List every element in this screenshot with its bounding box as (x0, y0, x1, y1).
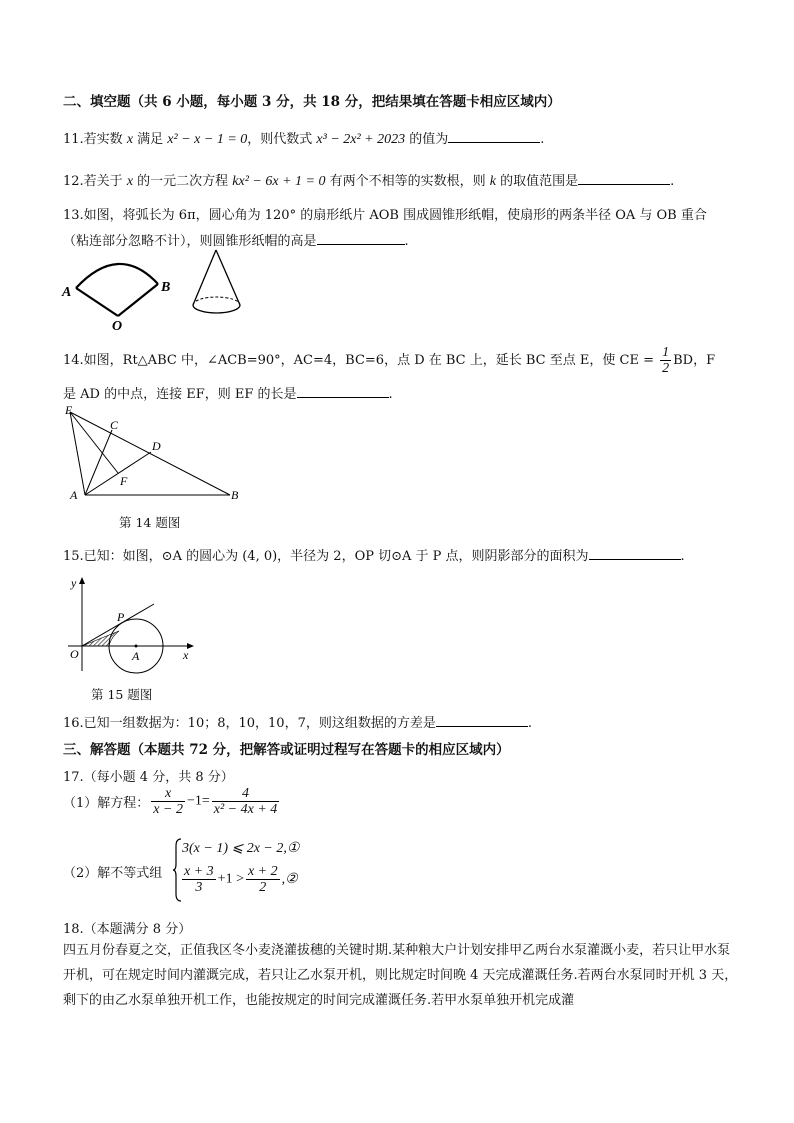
q11-end: . (540, 132, 545, 147)
label-a: A (70, 488, 78, 502)
q14-answer-blank (297, 385, 389, 398)
label-e: E (65, 403, 73, 417)
q14-fraction (660, 345, 671, 376)
q17-p1-rhs-fraction (212, 786, 280, 817)
label-f: F (120, 474, 128, 488)
q17-p2-frac1-numerator: x + 3 (184, 864, 214, 879)
q14-figure (60, 402, 250, 504)
q17-p1-mid: −1= (186, 793, 210, 809)
q17-p1-label: （1）解方程： (63, 796, 150, 811)
cone-base-front (193, 305, 240, 313)
sector-arc (76, 264, 158, 288)
q16-text: 16.已知一组数据为：10；8，10，10，7，则这组数据的方差是 (63, 716, 436, 731)
q17-p2-frac2-denominator: 2 (259, 880, 267, 895)
q12-suffix: 的取值范围是 (495, 174, 579, 189)
q12-prefix: 12.若关于 (63, 174, 127, 189)
q12-mid: 的一元二次方程 (133, 174, 233, 189)
q13-end: . (404, 234, 409, 249)
q17-p2-frac2-numerator: x + 2 (247, 864, 278, 879)
label-a: A (62, 285, 72, 300)
label-d: D (152, 439, 161, 453)
q17-p1-lhs-denominator: x − 2 (153, 802, 183, 817)
q12-end: . (670, 174, 675, 189)
q17-part-1 (63, 786, 281, 817)
q11-mid: 满足 (133, 132, 168, 147)
section-3-heading: 三、解答题（本题共 72 分，把解答或证明过程写在答题卡的相应区域内） (63, 742, 510, 758)
q11-suffix: 的值为 (405, 132, 449, 147)
question-16 (63, 712, 532, 731)
question-12 (63, 170, 674, 190)
q17-title: 17.（每小题 4 分，共 8 分） (63, 770, 234, 785)
segment-ad (85, 452, 151, 495)
q11-answer-blank (448, 130, 540, 143)
q17-p2-inequality-1: 3(x − 1) ⩽ 2x − 2,① (182, 841, 300, 856)
q14-end: . (388, 387, 393, 402)
question-11 (63, 128, 544, 148)
label-c: C (110, 418, 119, 432)
q18-body: 四五月份春夏之交，正值我区冬小麦浇灌拔穗的关键时期.某种粮大户计划安排甲乙两台水泵灌溉小麦，若只让甲水泵开机，可在规定时间内灌溉完成，若只让乙水泵开机，则比规定时间晚 4 天完成灌溉任务.若两台水泵同时开机 3 天，剩下的由乙水泵单独开机工作，也能按规定的时间完成灌溉任务.若甲水泵单独开机完成灌 (63, 943, 738, 1008)
label-b: B (161, 280, 171, 295)
q16-end: . (527, 716, 532, 731)
q17-p1-lhs-fraction (151, 786, 185, 817)
q12-answer-blank (578, 172, 670, 185)
q14-fraction-denominator: 2 (662, 361, 670, 376)
y-axis-arrow (79, 577, 85, 584)
q15-figure (62, 575, 202, 675)
q11-expression: x³ − 2x² + 2023 (316, 132, 406, 147)
q12-mid2: 有两个不相等的实数根，则 (325, 174, 490, 189)
q15-figure-caption: 第 15 题图 (91, 687, 153, 702)
label-b: B (231, 488, 239, 502)
q15-text: 15.已知：如图，⊙A 的圆心为 (4, 0)，半径为 2，OP 切⊙A 于 P 点，则阴影部分的面积为 (63, 549, 589, 564)
q15-answer-blank (589, 547, 681, 560)
question-14-line-2 (63, 383, 393, 402)
segment-eb (70, 412, 230, 495)
label-o: O (112, 319, 123, 334)
q17-p1-lhs-numerator: x (151, 786, 185, 802)
q17-p2-label: （2）解不等式组 (63, 866, 163, 881)
q17-p2-mid: +1 > (217, 871, 244, 887)
q12-var: x (126, 174, 134, 189)
q11-var: x (126, 132, 134, 147)
q17-p2-fraction-2 (246, 864, 280, 895)
segment-ea (70, 412, 85, 495)
question-15 (63, 545, 685, 564)
q11-condition: x² − x − 1 = 0 (167, 132, 248, 147)
label-o: O (70, 647, 79, 661)
q14-line-1a: 14.如图，Rt△ABC 中，∠ACB=90°，AC=4，BC=6，点 D 在 BC 上，延长 BC 至点 E，使 CE = (63, 353, 659, 368)
q14-figure-caption: 第 14 题图 (119, 515, 181, 530)
q14-line-1b: BD，F (673, 353, 716, 368)
q14-fraction-numerator: 1 (662, 345, 670, 360)
q14-line-2-text: 是 AD 的中点，连接 EF，则 EF 的长是 (63, 387, 297, 402)
q12-k: k (489, 174, 496, 189)
q13-line-2-text: （粘连部分忽略不计），则圆锥形纸帽的高是 (63, 234, 317, 249)
label-y: y (71, 576, 77, 590)
q17-p2-frac1-denominator: 3 (195, 880, 203, 895)
question-14-line-1 (63, 345, 715, 376)
q13-answer-blank (317, 232, 405, 245)
q17-p2-fraction-1 (182, 864, 216, 895)
center-point-a (135, 645, 138, 648)
section-2-heading: 二、填空题（共 6 小题，每小题 3 分，共 18 分，把结果填在答题卡相应区域内） (63, 94, 561, 110)
segment-ac (85, 430, 112, 495)
q12-equation: kx² − 6x + 1 = 0 (232, 174, 326, 189)
q13-figure (58, 246, 278, 334)
q17-p2-end: ,② (281, 872, 298, 887)
q17-p1-rhs-denominator: x² − 4x + 4 (213, 802, 278, 817)
radius-oa (76, 288, 118, 316)
q17-p2-inequality-2 (180, 864, 298, 895)
q16-answer-blank (436, 714, 528, 727)
label-p: P (117, 610, 125, 624)
shaded-region (82, 631, 119, 646)
q18-title: 18.（本题满分 8 分） (63, 922, 192, 937)
q11-prefix: 11.若实数 (63, 132, 127, 147)
label-a: A (132, 649, 140, 663)
radius-ob (118, 284, 158, 316)
cone-right-edge (216, 250, 240, 305)
q15-end: . (680, 549, 685, 564)
cone-base-back (193, 297, 240, 305)
label-x: x (183, 648, 189, 662)
q11-mid2: ，则代数式 (247, 132, 317, 147)
question-13-line-1: 13.如图，将弧长为 6π，圆心角为 120° 的扇形纸片 AOB 围成圆锥形纸帽，使扇形的两条半径 OA 与 OB 重合 (63, 208, 707, 223)
q17-p1-rhs-numerator: 4 (212, 786, 280, 802)
